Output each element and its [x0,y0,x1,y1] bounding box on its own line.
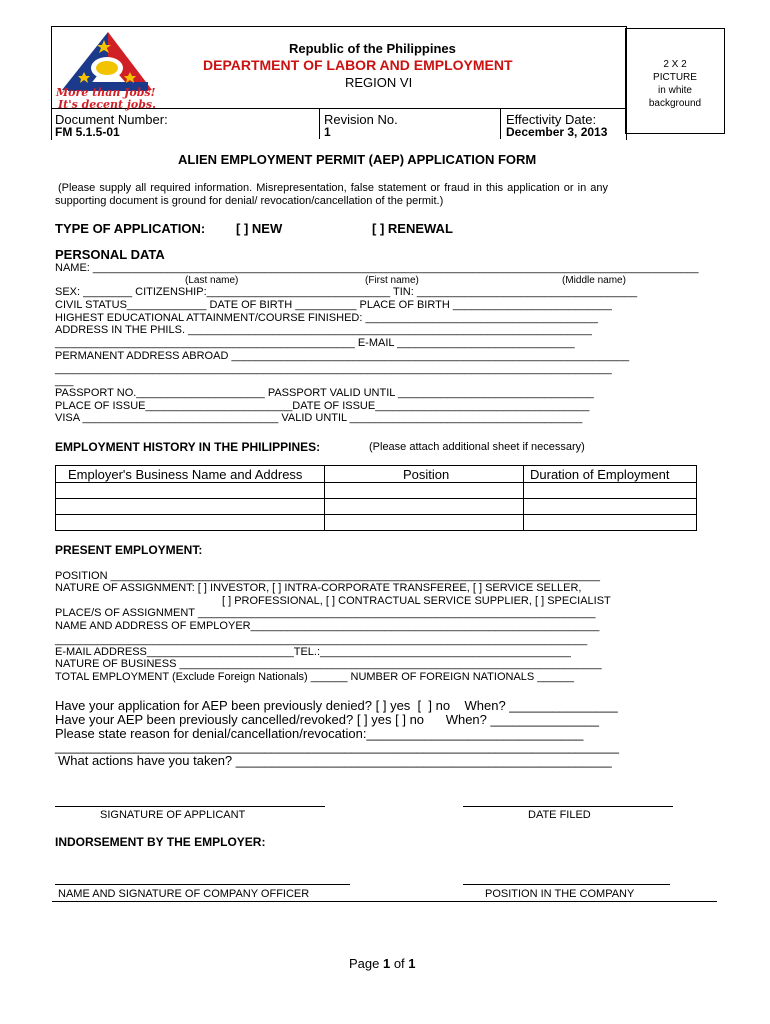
table-header-position [324,465,524,483]
header-left-border [51,108,52,139]
reason-field[interactable]: Please state reason for denial/cancellation/revocation:______________________________ [55,726,584,741]
table-cell[interactable] [55,498,325,515]
revision-value: 1 [324,125,331,139]
sex-citizenship-tin-field[interactable]: SEX: ________ CITIZENSHIP:______________________________ TIN: ____________________________________ [55,286,638,298]
page-current: 1 [382,956,391,971]
instruction-line-2: supporting document is ground for denial/ revocation/cancellation of the permit.) [55,195,444,207]
doc-number-value: FM 5.1.5-01 [55,125,120,139]
nature-of-business-field[interactable]: NATURE OF BUSINESS _____________________________________________________________________ [55,658,602,670]
passport-field[interactable]: PASSPORT NO._____________________ PASSPORT VALID UNTIL ________________________________ [55,387,594,399]
employment-history-table [55,465,697,531]
nature-of-assignment-line-1[interactable]: NATURE OF ASSIGNMENT: [ ] INVESTOR, [ ] INTRA-CORPORATE TRANSFEREE, [ ] SERVICE SELLER, [55,582,582,594]
effectivity-label: Effectivity Date: [506,112,597,127]
actions-taken-field[interactable]: What actions have you taken? ____________________________________________________ [58,753,612,768]
place-of-issue-field[interactable]: PLACE OF ISSUE________________________DATE OF ISSUE___________________________________ [55,400,590,412]
page-of: of [390,956,409,971]
header-cell-divider-2 [500,108,501,139]
table-header-duration [523,465,697,483]
type-of-application-label: TYPE OF APPLICATION: [55,221,206,236]
employment-history-heading: EMPLOYMENT HISTORY IN THE PHILIPPINES: [55,440,321,454]
date-filed-label: DATE FILED [528,809,591,821]
table-cell[interactable] [55,482,325,499]
footer-divider [52,901,717,902]
header-cell-divider-1 [319,108,320,139]
first-name-caption: (First name) [365,275,419,286]
photo-label-3: in white [658,85,692,96]
page-indicator [349,956,416,971]
address-phils-field[interactable]: ADDRESS IN THE PHILS. __________________________________________________________________ [55,324,592,336]
table-cell[interactable] [324,514,524,531]
slogan-line-1: More than Jobs! [56,86,156,99]
page-prefix: Page [349,956,383,971]
nature-of-assignment-line-2[interactable]: [ ] PROFESSIONAL, [ ] CONTRACTUAL SERVICE SUPPLIER, [ ] SPECIALIST [222,595,611,607]
column-header-employer: Employer's Business Name and Address [68,467,303,482]
applicant-signature-line[interactable] [55,806,325,807]
last-name-caption: (Last name) [185,275,239,286]
doc-number-label: Document Number: [55,112,168,127]
middle-name-caption: (Middle name) [562,275,626,286]
employer-name-address-field[interactable]: NAME AND ADDRESS OF EMPLOYER_________________________________________________________ [55,620,600,632]
column-header-duration: Duration of Employment [530,467,670,482]
effectivity-value: December 3, 2013 [506,125,608,139]
employer-address-continuation[interactable]: _______________________________________________________________________________________ [55,634,588,646]
table-cell[interactable] [523,482,697,499]
aep-denied-question[interactable]: Have your application for AEP been previously denied? [ ] yes [ ] no When? _______________ [55,698,618,713]
page-total: 1 [408,956,416,971]
applicant-signature-label: SIGNATURE OF APPLICANT [100,809,246,821]
company-position-label: POSITION IN THE COMPANY [485,888,635,900]
form-title: ALIEN EMPLOYMENT PERMIT (AEP) APPLICATION FORM [178,152,537,167]
reason-continuation[interactable]: ______________________________________________________________________________ [55,739,619,754]
republic-text: Republic of the Philippines [289,41,456,56]
name-field[interactable]: NAME: ___________________________________________________________________________________________________ [55,262,699,274]
visa-field[interactable]: VISA ________________________________ VALID UNTIL ______________________________________ [55,412,583,424]
photo-placeholder [625,28,725,134]
table-cell[interactable] [523,498,697,515]
civil-status-birth-field[interactable]: CIVIL STATUS_____________ DATE OF BIRTH __________ PLACE OF BIRTH __________________________ [55,299,612,311]
personal-data-heading: PERSONAL DATA [55,247,165,262]
indorsement-heading: INDORSEMENT BY THE EMPLOYER: [55,835,266,849]
officer-signature-label: NAME AND SIGNATURE OF COMPANY OFFICER [58,888,310,900]
photo-label-4: background [648,98,702,109]
position-field[interactable]: POSITION ________________________________________________________________________________ [55,570,601,582]
table-cell[interactable] [55,514,325,531]
date-filed-line[interactable] [463,806,673,807]
type-renewal-checkbox[interactable]: [ ] RENEWAL [372,221,453,236]
short-blank-line: ___ [55,375,74,387]
officer-signature-line[interactable] [55,884,350,885]
photo-label-2: PICTURE [653,72,697,83]
revision-label: Revision No. [324,112,398,127]
department-title: DEPARTMENT OF LABOR AND EMPLOYMENT [203,57,513,73]
table-cell[interactable] [324,482,524,499]
photo-label-1: 2 X 2 [663,59,687,70]
company-position-line[interactable] [463,884,670,885]
email-field[interactable]: _________________________________________________ E-MAIL _____________________________ [55,337,575,349]
employment-history-note: (Please attach additional sheet if necessary) [369,441,585,453]
table-cell[interactable] [523,514,697,531]
instruction-line-1: (Please supply all required information. Misrepresentation, false statement or fraud in this application or in any [58,182,608,194]
present-employment-heading: PRESENT EMPLOYMENT: [55,543,203,557]
column-header-position: Position [403,467,450,482]
table-cell[interactable] [324,498,524,515]
type-new-checkbox[interactable]: [ ] NEW [236,221,283,236]
total-employment-field[interactable]: TOTAL EMPLOYMENT (Exclude Foreign Nationals) ______ NUMBER OF FOREIGN NATIONALS ______ [55,671,575,683]
dole-logo [56,28,166,112]
education-field[interactable]: HIGHEST EDUCATIONAL ATTAINMENT/COURSE FINISHED: ______________________________________ [55,312,598,324]
permanent-address-continuation[interactable]: ___________________________________________________________________________________________ [55,363,612,375]
aep-cancelled-question[interactable]: Have your AEP been previously cancelled/revoked? [ ] yes [ ] no When? _______________ [55,712,599,727]
table-header-employer [55,465,325,483]
permanent-address-field[interactable]: PERMANENT ADDRESS ABROAD _________________________________________________________________ [55,350,630,362]
email-tel-field[interactable]: E-MAIL ADDRESS________________________TEL.:_________________________________________ [55,646,571,658]
place-of-assignment-field[interactable]: PLACE/S OF ASSIGNMENT _________________________________________________________________ [55,607,596,619]
slogan-line-2: It's decent jobs. [58,98,156,111]
region-text: REGION VI [345,75,413,90]
